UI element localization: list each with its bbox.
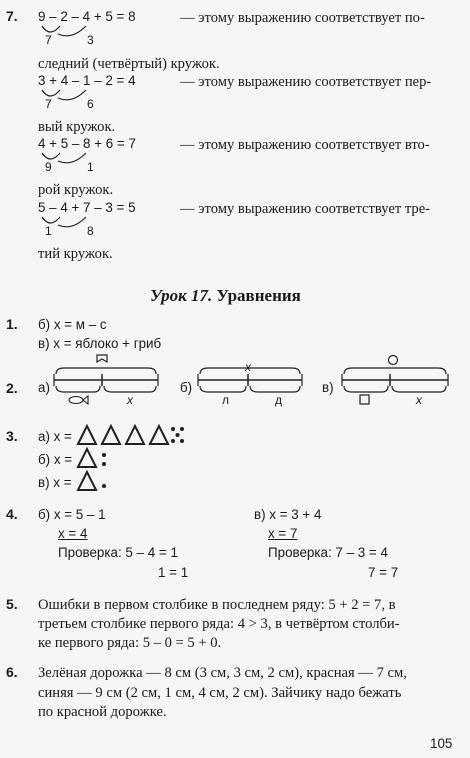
task-7-sub-2a: 7 [45,97,52,111]
task-6-line-1: Зелёная дорожка — 8 см (3 см, 3 см, 2 см), красная — 7 см, [38,665,407,681]
task-7-sub-3a: 9 [45,160,52,174]
task-5-line-2: третьем столбике первого ряда: 4 > 3, в четвёртом столби- [38,616,400,632]
task-3-row-a-label: а) x = [38,429,72,444]
five-dots-icon [171,427,184,443]
task-7-text-3b: рой кружок. [38,182,114,198]
task-6-line-2: синяя — 9 см (2 см, 1 см, 4 см, 2 см). Зайчику надо бежать [38,685,402,701]
task-4-b-answer: x = 4 [58,526,88,541]
circle-icon [389,356,398,365]
task-7-sub-4b: 8 [87,224,94,238]
task-3-row-b-label: б) x = [38,452,73,467]
task-7-text-2b: вый кружок. [38,119,116,135]
lesson-title [150,286,301,306]
task-7-expression-2: 3 + 4 – 1 – 2 = 4 [38,73,136,88]
page-number: 105 [430,736,453,751]
task-2-a-variable: x [127,393,133,407]
task-2-b-left-part: л [222,393,230,407]
one-dot-icon [102,484,106,488]
task-5-line-3: ке первого ряда: 5 – 0 = 5 + 0. [38,635,222,651]
task-2-b-right-part: д [275,393,283,407]
task-4-b-equation: б) x = 5 – 1 [38,507,106,522]
task-6-number: 6. [6,664,18,680]
task-7-sub-2b: 6 [87,97,94,111]
task-3-row-v-label: в) x = [38,475,72,490]
task-5-number: 5. [6,596,18,612]
task-4-b-result: 1 = 1 [158,565,189,580]
task-4-b-check: Проверка: 5 – 4 = 1 [58,545,178,560]
task-2-b-label: б) [180,380,193,395]
task-6-line-3: по красной дорожке. [38,704,167,720]
task-7-expression-3: 4 + 5 – 8 + 6 = 7 [38,136,136,151]
task-2-number: 2. [6,380,18,396]
task-2-b-segment-diagram [196,360,306,410]
task-7-expression-4: 5 – 4 + 7 – 3 = 5 [38,200,136,215]
task-3-row-v-triangles [76,470,116,494]
task-7-text-4b: тий кружок. [38,246,113,262]
lesson-title-number: Урок 17. [150,286,213,305]
task-3-row-a-triangles [76,424,186,448]
task-7-sub-1b: 3 [87,33,94,47]
two-dots-icon [102,453,106,466]
square-icon [360,395,369,404]
fish-icon [69,396,88,404]
task-7-text-3a: — этому выражению соответствует вто- [180,137,430,153]
lesson-title-topic: Уравнения [216,286,301,305]
task-2-v-segment-diagram [340,360,452,410]
task-7-sub-1a: 7 [45,33,52,47]
task-7-text-2a: — этому выражению соответствует пер- [180,74,432,90]
task-4-v-check: Проверка: 7 – 3 = 4 [268,545,388,560]
task-7-text-1b: следний (четвёртый) кружок. [38,56,220,72]
task-2-a-segment-diagram [52,360,162,410]
task-4-v-answer: x = 7 [268,526,298,541]
task-4-v-result: 7 = 7 [368,565,399,580]
task-7-text-4a: — этому выражению соответствует тре- [180,201,431,217]
task-7-sub-3b: 1 [87,160,94,174]
task-1-number: 1. [6,316,18,332]
task-7-expression-1: 9 – 2 – 4 + 5 = 8 [38,9,136,24]
task-7-sub-4a: 1 [45,224,52,238]
task-7-text-1a: — этому выражению соответствует по- [180,10,425,26]
task-1-line-v: в) x = яблоко + гриб [38,336,162,351]
task-2-v-variable: x [416,393,422,407]
task-3-number: 3. [6,428,18,444]
task-3-row-b-triangles [76,447,116,471]
task-2-v-label: в) [322,380,334,395]
task-2-b-top-variable: x [245,360,251,374]
task-4-number: 4. [6,506,18,522]
task-7-number: 7. [6,8,18,24]
task-4-v-equation: в) x = 3 + 4 [254,507,322,522]
task-1-line-b: б) x = м – с [38,317,107,332]
task-2-a-label: а) [38,380,50,395]
task-5-line-1: Ошибки в первом столбике в последнем ряду: 5 + 2 = 7, в [38,597,396,613]
